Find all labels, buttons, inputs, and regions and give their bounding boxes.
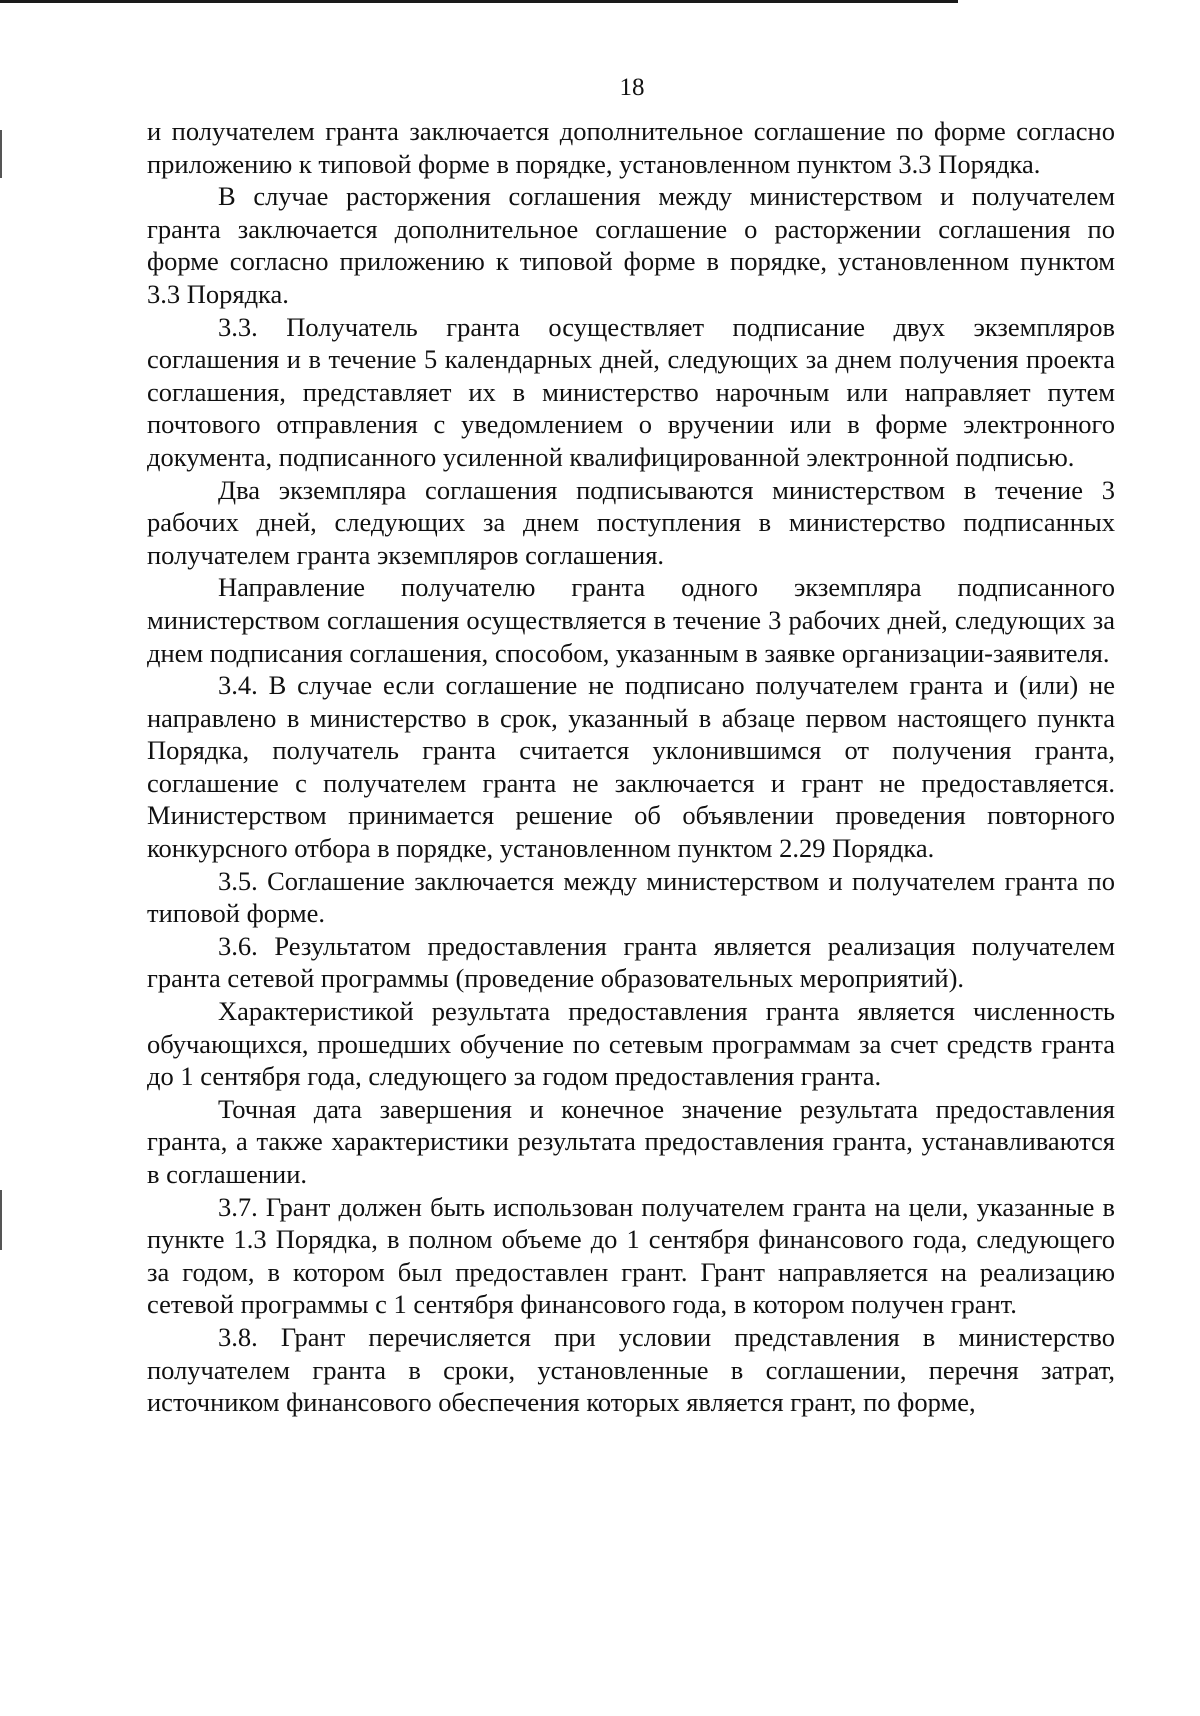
- paragraph: 3.5. Соглашение заключается между министерством и получателем гранта по типовой форме.: [147, 865, 1115, 929]
- page-number: 18: [619, 74, 645, 101]
- paragraph: 3.8. Грант перечисляется при условии представления в министерство получателем гранта в сроки, установленные в соглашении, перечня затрат, источником финансового обеспечения которых является грант, по форме,: [147, 1321, 1115, 1418]
- document-body: [147, 115, 1115, 1419]
- left-margin-mark: [0, 1190, 2, 1250]
- paragraph: Два экземпляра соглашения подписываются министерством в течение 3 рабочих дней, следующих за днем поступления в министерство подписанных получателем гранта экземпляров соглашения.: [147, 474, 1115, 570]
- paragraph: Направление получателю гранта одного экземпляра подписанного министерством соглашения осуществляется в течение 3 рабочих дней, следующих за днем подписания соглашения, способом, указанным в заявке организации-заявителя.: [147, 572, 1115, 668]
- paragraph: 3.7. Грант должен быть использован получателем гранта на цели, указанные в пункте 1.3 Порядка, в полном объеме до 1 сентября финансового года, следующего за годом, в котором был предоставлен грант. Грант направляется на реализацию сетевой программы с 1 сентября финансового года, в котором получен грант.: [147, 1191, 1115, 1320]
- paragraph: Характеристикой результата предоставления гранта является численность обучающихся, прошедших обучение по сетевым программам за счет средств гранта до 1 сентября года, следующего за годом предоставления гранта.: [147, 996, 1115, 1092]
- paragraph: 3.6. Результатом предоставления гранта является реализация получателем гранта сетевой программы (проведение образовательных мероприятий).: [147, 930, 1115, 994]
- paragraph: В случае расторжения соглашения между министерством и получателем гранта заключается дополнительное соглашение о расторжении соглашения по форме согласно приложению к типовой форме в порядке, установленном пунктом 3.3 Порядка.: [147, 181, 1115, 309]
- paragraph: Точная дата завершения и конечное значение результата предоставления гранта, а также характеристики результата предоставления гранта, устанавливаются в соглашении.: [147, 1093, 1115, 1189]
- paragraph: и получателем гранта заключается дополнительное соглашение по форме согласно приложению к типовой форме в порядке, установленном пунктом 3.3 Порядка.: [147, 116, 1115, 179]
- top-scan-rule: [0, 0, 958, 3]
- left-margin-mark: [0, 130, 2, 178]
- paragraph: 3.3. Получатель гранта осуществляет подписание двух экземпляров соглашения и в течение 5 календарных дней, следующих за днем получения проекта соглашения, представляет их в министерство нарочным или направляет путем почтового отправления с уведомлением о вручении или в форме электронного документа, подписанного усиленной квалифицированной электронной подписью.: [147, 311, 1115, 472]
- paragraph: 3.4. В случае если соглашение не подписано получателем гранта и (или) не направлено в министерство в срок, указанный в абзаце первом настоящего пункта Порядка, получатель гранта считается уклонившимся от получения гранта, соглашение с получателем гранта не заключается и грант не предоставляется. Министерством принимается решение об объявлении проведения повторного конкурсного отбора в порядке, установленном пунктом 2.29 Порядка.: [147, 670, 1115, 864]
